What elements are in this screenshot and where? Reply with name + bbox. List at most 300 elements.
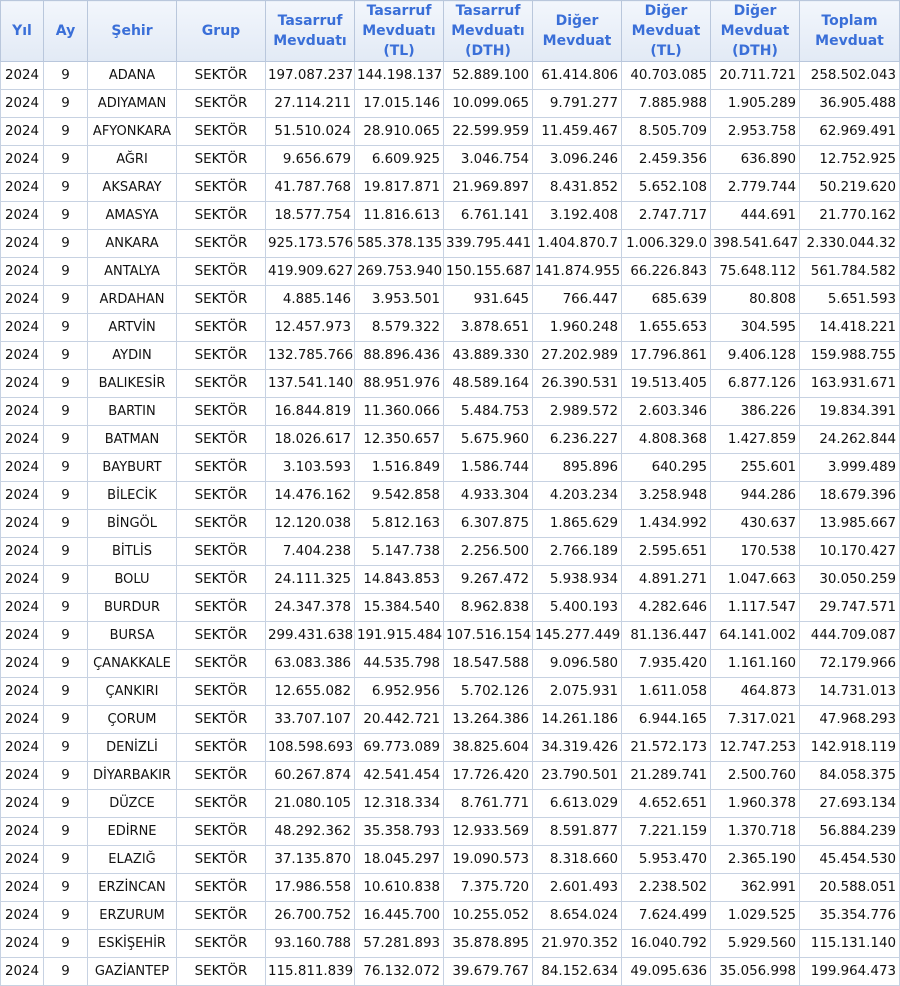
table-row (1, 958, 900, 986)
cell-yil: 2024 (1, 62, 44, 90)
cell-diger-mevduat-tl: 21.572.173 (622, 734, 711, 762)
cell-grup: SEKTÖR (177, 370, 266, 398)
cell-diger-mevduat-dth: 75.648.112 (711, 258, 800, 286)
cell-tasarruf-mevduati-tl: 6.609.925 (355, 146, 444, 174)
cell-toplam-mevduat: 36.905.488 (800, 90, 900, 118)
cell-diger-mevduat-tl: 17.796.861 (622, 342, 711, 370)
cell-tasarruf-mevduati: 16.844.819 (266, 398, 355, 426)
cell-diger-mevduat-tl: 640.295 (622, 454, 711, 482)
cell-sehir: ELAZIĞ (88, 846, 177, 874)
cell-grup: SEKTÖR (177, 510, 266, 538)
cell-grup: SEKTÖR (177, 454, 266, 482)
table-row (1, 286, 900, 314)
cell-diger-mevduat: 1.404.870.7 (533, 230, 622, 258)
cell-ay: 9 (44, 146, 88, 174)
cell-tasarruf-mevduati: 132.785.766 (266, 342, 355, 370)
cell-diger-mevduat-dth: 2.779.744 (711, 174, 800, 202)
cell-diger-mevduat: 84.152.634 (533, 958, 622, 986)
cell-diger-mevduat: 61.414.806 (533, 62, 622, 90)
cell-grup: SEKTÖR (177, 930, 266, 958)
table-row (1, 538, 900, 566)
cell-yil: 2024 (1, 146, 44, 174)
cell-diger-mevduat: 6.236.227 (533, 426, 622, 454)
cell-tasarruf-mevduati-tl: 18.045.297 (355, 846, 444, 874)
cell-yil: 2024 (1, 706, 44, 734)
cell-yil: 2024 (1, 510, 44, 538)
cell-diger-mevduat-tl: 2.603.346 (622, 398, 711, 426)
cell-tasarruf-mevduati-tl: 269.753.940 (355, 258, 444, 286)
cell-tasarruf-mevduati: 26.700.752 (266, 902, 355, 930)
cell-tasarruf-mevduati-dth: 2.256.500 (444, 538, 533, 566)
cell-tasarruf-mevduati-dth: 8.761.771 (444, 790, 533, 818)
cell-tasarruf-mevduati-dth: 4.933.304 (444, 482, 533, 510)
cell-tasarruf-mevduati: 93.160.788 (266, 930, 355, 958)
cell-sehir: DENİZLİ (88, 734, 177, 762)
cell-sehir: BİTLİS (88, 538, 177, 566)
cell-grup: SEKTÖR (177, 286, 266, 314)
cell-diger-mevduat-dth: 1.370.718 (711, 818, 800, 846)
cell-diger-mevduat-dth: 80.808 (711, 286, 800, 314)
cell-diger-mevduat-tl: 7.885.988 (622, 90, 711, 118)
cell-toplam-mevduat: 35.354.776 (800, 902, 900, 930)
cell-diger-mevduat: 14.261.186 (533, 706, 622, 734)
cell-yil: 2024 (1, 762, 44, 790)
cell-sehir: BİNGÖL (88, 510, 177, 538)
cell-tasarruf-mevduati-dth: 13.264.386 (444, 706, 533, 734)
cell-sehir: EDİRNE (88, 818, 177, 846)
cell-grup: SEKTÖR (177, 594, 266, 622)
cell-toplam-mevduat: 20.588.051 (800, 874, 900, 902)
cell-ay: 9 (44, 874, 88, 902)
cell-grup: SEKTÖR (177, 622, 266, 650)
cell-yil: 2024 (1, 174, 44, 202)
cell-yil: 2024 (1, 342, 44, 370)
cell-diger-mevduat-tl: 5.652.108 (622, 174, 711, 202)
table-row (1, 370, 900, 398)
cell-diger-mevduat-dth: 35.056.998 (711, 958, 800, 986)
cell-sehir: ÇORUM (88, 706, 177, 734)
cell-grup: SEKTÖR (177, 958, 266, 986)
table-row (1, 818, 900, 846)
cell-tasarruf-mevduati-tl: 10.610.838 (355, 874, 444, 902)
header-sehir[interactable]: Şehir (88, 1, 177, 62)
cell-yil: 2024 (1, 874, 44, 902)
cell-toplam-mevduat: 18.679.396 (800, 482, 900, 510)
table-row (1, 174, 900, 202)
cell-grup: SEKTÖR (177, 538, 266, 566)
cell-diger-mevduat-dth: 6.877.126 (711, 370, 800, 398)
cell-toplam-mevduat: 47.968.293 (800, 706, 900, 734)
header-diger-mevduat-tl[interactable]: Diğer Mevduat (TL) (622, 1, 711, 62)
cell-tasarruf-mevduati-tl: 6.952.956 (355, 678, 444, 706)
cell-diger-mevduat: 5.938.934 (533, 566, 622, 594)
cell-diger-mevduat-dth: 20.711.721 (711, 62, 800, 90)
cell-yil: 2024 (1, 90, 44, 118)
cell-grup: SEKTÖR (177, 342, 266, 370)
cell-yil: 2024 (1, 902, 44, 930)
header-tasarruf-mevduati[interactable]: Tasarruf Mevduatı (266, 1, 355, 62)
cell-tasarruf-mevduati-dth: 10.099.065 (444, 90, 533, 118)
cell-sehir: BİLECİK (88, 482, 177, 510)
cell-grup: SEKTÖR (177, 62, 266, 90)
table-row (1, 734, 900, 762)
table-row (1, 706, 900, 734)
cell-ay: 9 (44, 370, 88, 398)
cell-diger-mevduat-tl: 19.513.405 (622, 370, 711, 398)
cell-ay: 9 (44, 90, 88, 118)
cell-diger-mevduat-dth: 1.161.160 (711, 650, 800, 678)
cell-diger-mevduat-tl: 5.953.470 (622, 846, 711, 874)
cell-diger-mevduat-tl: 66.226.843 (622, 258, 711, 286)
cell-diger-mevduat-tl: 1.611.058 (622, 678, 711, 706)
cell-grup: SEKTÖR (177, 398, 266, 426)
table-row (1, 342, 900, 370)
cell-tasarruf-mevduati-tl: 76.132.072 (355, 958, 444, 986)
cell-tasarruf-mevduati: 27.114.211 (266, 90, 355, 118)
cell-diger-mevduat: 2.601.493 (533, 874, 622, 902)
cell-diger-mevduat-dth: 636.890 (711, 146, 800, 174)
cell-tasarruf-mevduati-dth: 5.675.960 (444, 426, 533, 454)
cell-tasarruf-mevduati-tl: 28.910.065 (355, 118, 444, 146)
cell-yil: 2024 (1, 286, 44, 314)
cell-diger-mevduat: 1.865.629 (533, 510, 622, 538)
cell-diger-mevduat: 6.613.029 (533, 790, 622, 818)
cell-diger-mevduat-tl: 1.006.329.0 (622, 230, 711, 258)
cell-tasarruf-mevduati: 24.347.378 (266, 594, 355, 622)
cell-tasarruf-mevduati: 17.986.558 (266, 874, 355, 902)
cell-diger-mevduat-dth: 444.691 (711, 202, 800, 230)
cell-ay: 9 (44, 286, 88, 314)
cell-diger-mevduat-dth: 464.873 (711, 678, 800, 706)
cell-grup: SEKTÖR (177, 118, 266, 146)
cell-diger-mevduat-tl: 7.221.159 (622, 818, 711, 846)
cell-diger-mevduat-tl: 6.944.165 (622, 706, 711, 734)
cell-tasarruf-mevduati-dth: 339.795.441 (444, 230, 533, 258)
cell-tasarruf-mevduati-tl: 3.953.501 (355, 286, 444, 314)
cell-diger-mevduat-dth: 304.595 (711, 314, 800, 342)
cell-grup: SEKTÖR (177, 706, 266, 734)
cell-tasarruf-mevduati-dth: 52.889.100 (444, 62, 533, 90)
cell-sehir: BATMAN (88, 426, 177, 454)
cell-ay: 9 (44, 230, 88, 258)
cell-diger-mevduat-tl: 4.808.368 (622, 426, 711, 454)
cell-diger-mevduat-tl: 16.040.792 (622, 930, 711, 958)
cell-diger-mevduat-dth: 1.960.378 (711, 790, 800, 818)
cell-tasarruf-mevduati-dth: 39.679.767 (444, 958, 533, 986)
cell-diger-mevduat-dth: 398.541.647 (711, 230, 800, 258)
cell-ay: 9 (44, 678, 88, 706)
cell-grup: SEKTÖR (177, 846, 266, 874)
cell-sehir: ARTVİN (88, 314, 177, 342)
cell-sehir: BURDUR (88, 594, 177, 622)
cell-diger-mevduat: 3.096.246 (533, 146, 622, 174)
cell-ay: 9 (44, 258, 88, 286)
cell-yil: 2024 (1, 258, 44, 286)
table-row (1, 202, 900, 230)
cell-sehir: ERZURUM (88, 902, 177, 930)
table-row (1, 230, 900, 258)
cell-toplam-mevduat: 21.770.162 (800, 202, 900, 230)
cell-tasarruf-mevduati-tl: 11.360.066 (355, 398, 444, 426)
cell-diger-mevduat-dth: 7.317.021 (711, 706, 800, 734)
table-row (1, 454, 900, 482)
cell-tasarruf-mevduati-tl: 57.281.893 (355, 930, 444, 958)
cell-tasarruf-mevduati-tl: 19.817.871 (355, 174, 444, 202)
table-row (1, 510, 900, 538)
cell-diger-mevduat-tl: 40.703.085 (622, 62, 711, 90)
cell-tasarruf-mevduati: 41.787.768 (266, 174, 355, 202)
cell-tasarruf-mevduati-dth: 22.599.959 (444, 118, 533, 146)
table-row (1, 846, 900, 874)
table-row (1, 314, 900, 342)
cell-tasarruf-mevduati-dth: 931.645 (444, 286, 533, 314)
cell-sehir: DİYARBAKIR (88, 762, 177, 790)
cell-diger-mevduat-dth: 386.226 (711, 398, 800, 426)
cell-tasarruf-mevduati-dth: 3.046.754 (444, 146, 533, 174)
cell-tasarruf-mevduati-dth: 38.825.604 (444, 734, 533, 762)
cell-tasarruf-mevduati-dth: 5.702.126 (444, 678, 533, 706)
cell-toplam-mevduat: 444.709.087 (800, 622, 900, 650)
table-body (1, 62, 900, 986)
cell-ay: 9 (44, 62, 88, 90)
cell-toplam-mevduat: 14.731.013 (800, 678, 900, 706)
header-diger-mevduat-dth[interactable]: Diğer Mevduat (DTH) (711, 1, 800, 62)
cell-diger-mevduat: 4.203.234 (533, 482, 622, 510)
cell-diger-mevduat-dth: 9.406.128 (711, 342, 800, 370)
cell-tasarruf-mevduati-tl: 5.147.738 (355, 538, 444, 566)
cell-sehir: AKSARAY (88, 174, 177, 202)
cell-tasarruf-mevduati-tl: 16.445.700 (355, 902, 444, 930)
table-row (1, 146, 900, 174)
cell-diger-mevduat-tl: 2.747.717 (622, 202, 711, 230)
cell-tasarruf-mevduati-dth: 21.969.897 (444, 174, 533, 202)
cell-ay: 9 (44, 762, 88, 790)
cell-tasarruf-mevduati-dth: 43.889.330 (444, 342, 533, 370)
table-row (1, 90, 900, 118)
cell-grup: SEKTÖR (177, 174, 266, 202)
cell-diger-mevduat: 8.431.852 (533, 174, 622, 202)
cell-diger-mevduat-dth: 362.991 (711, 874, 800, 902)
cell-diger-mevduat: 11.459.467 (533, 118, 622, 146)
cell-diger-mevduat: 8.318.660 (533, 846, 622, 874)
cell-sehir: BAYBURT (88, 454, 177, 482)
cell-diger-mevduat: 766.447 (533, 286, 622, 314)
cell-sehir: BURSA (88, 622, 177, 650)
header-row (1, 1, 900, 62)
cell-ay: 9 (44, 790, 88, 818)
cell-tasarruf-mevduati-dth: 150.155.687 (444, 258, 533, 286)
cell-tasarruf-mevduati: 18.026.617 (266, 426, 355, 454)
cell-diger-mevduat: 8.654.024 (533, 902, 622, 930)
cell-sehir: DÜZCE (88, 790, 177, 818)
cell-grup: SEKTÖR (177, 258, 266, 286)
cell-tasarruf-mevduati: 3.103.593 (266, 454, 355, 482)
table-row (1, 650, 900, 678)
cell-tasarruf-mevduati-dth: 19.090.573 (444, 846, 533, 874)
cell-diger-mevduat: 9.096.580 (533, 650, 622, 678)
header-grup[interactable]: Grup (177, 1, 266, 62)
cell-tasarruf-mevduati: 60.267.874 (266, 762, 355, 790)
cell-diger-mevduat-tl: 81.136.447 (622, 622, 711, 650)
header-diger-mevduat[interactable]: Diğer Mevduat (533, 1, 622, 62)
cell-diger-mevduat-tl: 1.655.653 (622, 314, 711, 342)
cell-toplam-mevduat: 27.693.134 (800, 790, 900, 818)
cell-diger-mevduat-dth: 2.953.758 (711, 118, 800, 146)
cell-tasarruf-mevduati: 12.120.038 (266, 510, 355, 538)
cell-yil: 2024 (1, 370, 44, 398)
cell-yil: 2024 (1, 454, 44, 482)
cell-diger-mevduat-tl: 685.639 (622, 286, 711, 314)
cell-ay: 9 (44, 510, 88, 538)
header-yil[interactable]: Yıl (1, 1, 44, 62)
cell-toplam-mevduat: 45.454.530 (800, 846, 900, 874)
cell-sehir: BARTIN (88, 398, 177, 426)
cell-diger-mevduat: 145.277.449 (533, 622, 622, 650)
cell-tasarruf-mevduati-tl: 88.896.436 (355, 342, 444, 370)
header-ay[interactable]: Ay (44, 1, 88, 62)
cell-toplam-mevduat: 561.784.582 (800, 258, 900, 286)
cell-diger-mevduat: 141.874.955 (533, 258, 622, 286)
table-row (1, 762, 900, 790)
cell-toplam-mevduat: 24.262.844 (800, 426, 900, 454)
table-row (1, 566, 900, 594)
cell-yil: 2024 (1, 734, 44, 762)
cell-grup: SEKTÖR (177, 146, 266, 174)
cell-tasarruf-mevduati-tl: 9.542.858 (355, 482, 444, 510)
cell-ay: 9 (44, 314, 88, 342)
cell-tasarruf-mevduati-tl: 17.015.146 (355, 90, 444, 118)
cell-yil: 2024 (1, 230, 44, 258)
cell-tasarruf-mevduati-tl: 144.198.137 (355, 62, 444, 90)
cell-toplam-mevduat: 3.999.489 (800, 454, 900, 482)
cell-diger-mevduat: 8.591.877 (533, 818, 622, 846)
cell-ay: 9 (44, 650, 88, 678)
cell-grup: SEKTÖR (177, 874, 266, 902)
cell-sehir: AYDIN (88, 342, 177, 370)
cell-tasarruf-mevduati: 299.431.638 (266, 622, 355, 650)
cell-yil: 2024 (1, 790, 44, 818)
cell-grup: SEKTÖR (177, 482, 266, 510)
cell-diger-mevduat: 21.970.352 (533, 930, 622, 958)
cell-diger-mevduat: 1.960.248 (533, 314, 622, 342)
cell-tasarruf-mevduati: 7.404.238 (266, 538, 355, 566)
cell-toplam-mevduat: 56.884.239 (800, 818, 900, 846)
cell-grup: SEKTÖR (177, 230, 266, 258)
cell-diger-mevduat-dth: 2.500.760 (711, 762, 800, 790)
table-row (1, 426, 900, 454)
cell-tasarruf-mevduati-tl: 15.384.540 (355, 594, 444, 622)
cell-tasarruf-mevduati: 21.080.105 (266, 790, 355, 818)
header-toplam-mevduat[interactable]: Toplam Mevduat (800, 1, 900, 62)
cell-toplam-mevduat: 84.058.375 (800, 762, 900, 790)
cell-toplam-mevduat: 30.050.259 (800, 566, 900, 594)
table-row (1, 482, 900, 510)
cell-grup: SEKTÖR (177, 678, 266, 706)
cell-toplam-mevduat: 14.418.221 (800, 314, 900, 342)
cell-toplam-mevduat: 19.834.391 (800, 398, 900, 426)
cell-ay: 9 (44, 902, 88, 930)
cell-tasarruf-mevduati: 108.598.693 (266, 734, 355, 762)
cell-diger-mevduat: 2.075.931 (533, 678, 622, 706)
header-tasarruf-mevduati-tl[interactable]: Tasarruf Mevduatı (TL) (355, 1, 444, 62)
cell-diger-mevduat-dth: 430.637 (711, 510, 800, 538)
cell-tasarruf-mevduati-dth: 1.586.744 (444, 454, 533, 482)
cell-yil: 2024 (1, 622, 44, 650)
cell-diger-mevduat: 27.202.989 (533, 342, 622, 370)
cell-diger-mevduat-tl: 7.624.499 (622, 902, 711, 930)
cell-yil: 2024 (1, 314, 44, 342)
cell-sehir: ANTALYA (88, 258, 177, 286)
cell-toplam-mevduat: 159.988.755 (800, 342, 900, 370)
cell-tasarruf-mevduati-tl: 11.816.613 (355, 202, 444, 230)
cell-tasarruf-mevduati: 14.476.162 (266, 482, 355, 510)
cell-toplam-mevduat: 29.747.571 (800, 594, 900, 622)
cell-tasarruf-mevduati-tl: 1.516.849 (355, 454, 444, 482)
cell-yil: 2024 (1, 846, 44, 874)
cell-tasarruf-mevduati: 18.577.754 (266, 202, 355, 230)
cell-ay: 9 (44, 594, 88, 622)
cell-ay: 9 (44, 734, 88, 762)
cell-diger-mevduat-dth: 5.929.560 (711, 930, 800, 958)
cell-diger-mevduat: 3.192.408 (533, 202, 622, 230)
cell-toplam-mevduat: 72.179.966 (800, 650, 900, 678)
table-row (1, 398, 900, 426)
cell-tasarruf-mevduati-tl: 44.535.798 (355, 650, 444, 678)
cell-tasarruf-mevduati: 115.811.839 (266, 958, 355, 986)
cell-diger-mevduat-tl: 2.595.651 (622, 538, 711, 566)
cell-sehir: AFYONKARA (88, 118, 177, 146)
table-row (1, 622, 900, 650)
cell-diger-mevduat-dth: 944.286 (711, 482, 800, 510)
cell-ay: 9 (44, 426, 88, 454)
cell-diger-mevduat: 895.896 (533, 454, 622, 482)
cell-diger-mevduat: 9.791.277 (533, 90, 622, 118)
cell-tasarruf-mevduati: 197.087.237 (266, 62, 355, 90)
cell-diger-mevduat: 2.766.189 (533, 538, 622, 566)
cell-toplam-mevduat: 10.170.427 (800, 538, 900, 566)
cell-toplam-mevduat: 12.752.925 (800, 146, 900, 174)
cell-tasarruf-mevduati-dth: 107.516.154 (444, 622, 533, 650)
cell-diger-mevduat-dth: 1.029.525 (711, 902, 800, 930)
cell-toplam-mevduat: 163.931.671 (800, 370, 900, 398)
cell-toplam-mevduat: 62.969.491 (800, 118, 900, 146)
cell-ay: 9 (44, 398, 88, 426)
cell-ay: 9 (44, 454, 88, 482)
table-row (1, 62, 900, 90)
cell-ay: 9 (44, 482, 88, 510)
cell-ay: 9 (44, 202, 88, 230)
cell-ay: 9 (44, 342, 88, 370)
cell-sehir: ADANA (88, 62, 177, 90)
cell-tasarruf-mevduati-dth: 6.761.141 (444, 202, 533, 230)
cell-sehir: ÇANKIRI (88, 678, 177, 706)
table-row (1, 930, 900, 958)
cell-tasarruf-mevduati: 137.541.140 (266, 370, 355, 398)
cell-diger-mevduat-dth: 170.538 (711, 538, 800, 566)
cell-toplam-mevduat: 13.985.667 (800, 510, 900, 538)
cell-tasarruf-mevduati-tl: 191.915.484 (355, 622, 444, 650)
cell-tasarruf-mevduati-dth: 5.484.753 (444, 398, 533, 426)
header-tasarruf-mevduati-dth[interactable]: Tasarruf Mevduatı (DTH) (444, 1, 533, 62)
cell-grup: SEKTÖR (177, 790, 266, 818)
cell-ay: 9 (44, 846, 88, 874)
cell-tasarruf-mevduati: 419.909.627 (266, 258, 355, 286)
table-row (1, 902, 900, 930)
cell-toplam-mevduat: 142.918.119 (800, 734, 900, 762)
cell-diger-mevduat: 26.390.531 (533, 370, 622, 398)
cell-tasarruf-mevduati-tl: 88.951.976 (355, 370, 444, 398)
cell-yil: 2024 (1, 594, 44, 622)
